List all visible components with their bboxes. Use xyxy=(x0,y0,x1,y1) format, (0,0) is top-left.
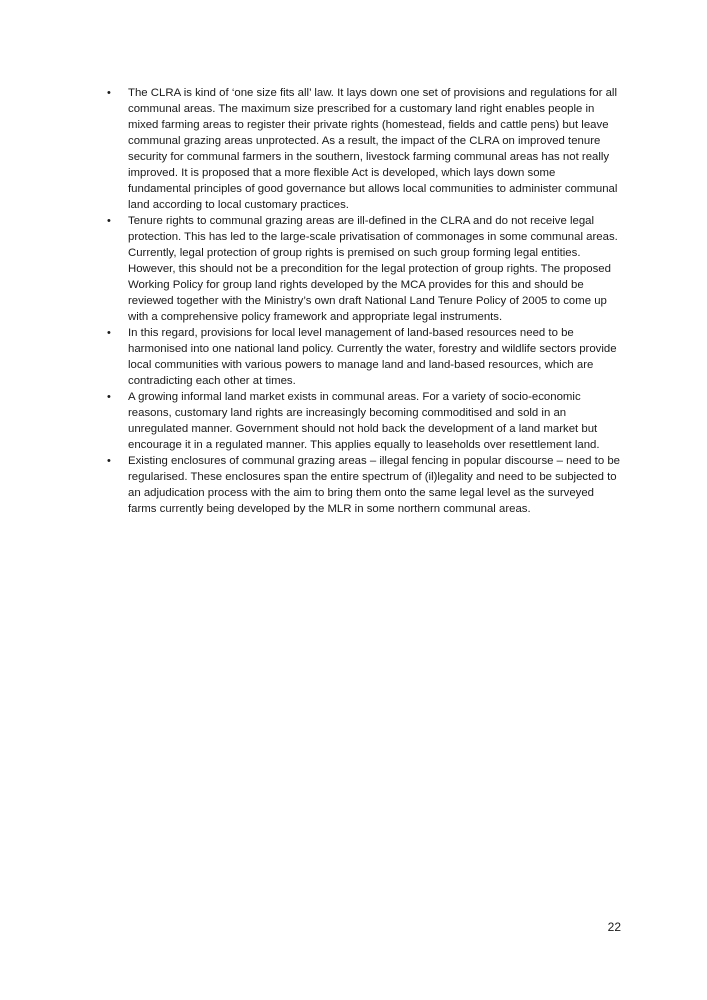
bullet-text: In this regard, provisions for local level management of land-based resources need to be harmonised into one national land policy. Currently the water, forestry and wildlife sectors provide local communities with various powers to manage land and land-based resources, which are contradicting each other at times. xyxy=(128,327,617,387)
bullet-icon: • xyxy=(107,87,111,99)
bullet-icon: • xyxy=(107,327,111,339)
bullet-item-land-market xyxy=(105,389,620,453)
bullet-list xyxy=(105,85,620,517)
bullet-text: Tenure rights to communal grazing areas are ill-defined in the CLRA and do not receive legal protection. This has led to the large-scale privatisation of commonages in some communal areas. Currently, legal protection of group rights is premised on such group forming legal entities. However, this should not be a precondition for the legal protection of group rights. The proposed Working Policy for group land rights developed by the MCA provides for this and should be reviewed together with the Ministry’s own draft National Land Tenure Policy of 2005 to come up with a comprehensive policy framework and appropriate legal instruments. xyxy=(128,215,618,323)
page-number: 22 xyxy=(607,920,621,934)
bullet-text: A growing informal land market exists in communal areas. For a variety of socio-economic reasons, customary land rights are increasingly becoming commoditised and sold in an unregulated manner. Government should not hold back the development of a land market but encourage it in a regulated manner. This applies equally to leaseholds over resettlement land. xyxy=(128,391,600,451)
bullet-icon: • xyxy=(107,215,111,227)
bullet-icon: • xyxy=(107,391,111,403)
bullet-item-clra-one-size xyxy=(105,85,620,213)
bullet-item-enclosures xyxy=(105,453,620,517)
bullet-text: The CLRA is kind of ‘one size fits all’ law. It lays down one set of provisions and regulations for all communal areas. The maximum size prescribed for a customary land right enables people in mixed farming areas to register their private rights (homestead, fields and cattle pens) but leave communal grazing areas unprotected. As a result, the impact of the CLRA on improved tenure security for communal farmers in the southern, livestock farming communal areas has not really improved. It is proposed that a more flexible Act is developed, which lays down some fundamental principles of good governance but allows local communities to administer communal land according to local customary practices. xyxy=(128,87,618,211)
bullet-text: Existing enclosures of communal grazing areas – illegal fencing in popular discourse – need to be regularised. These enclosures span the entire spectrum of (il)legality and need to be subjected to an adjudication process with the aim to bring them onto the same legal level as the surveyed farms currently being developed by the MLR in some northern communal areas. xyxy=(128,455,620,515)
bullet-item-resource-management xyxy=(105,325,620,389)
bullet-item-grazing-rights xyxy=(105,213,620,325)
bullet-icon: • xyxy=(107,455,111,467)
